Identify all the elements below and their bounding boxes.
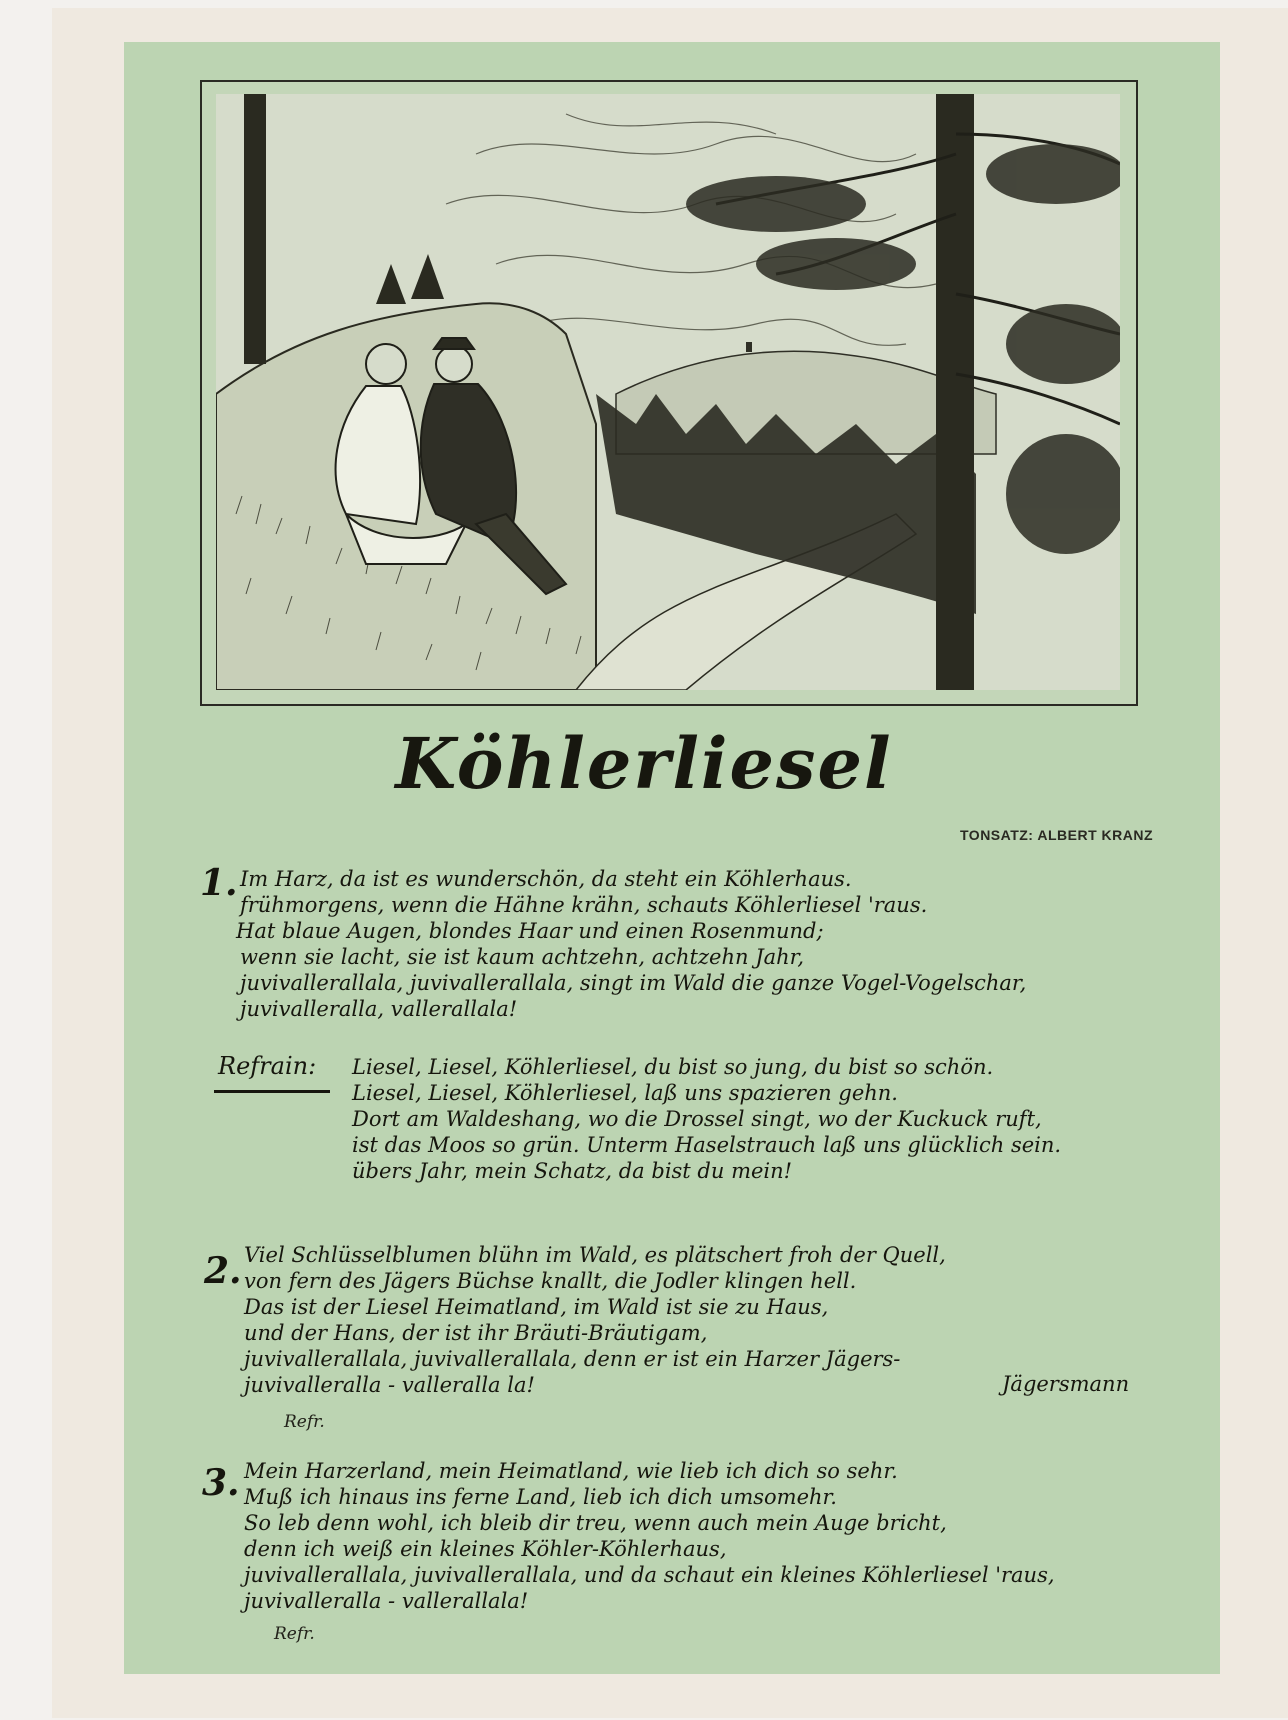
forest-scene-drawing <box>216 94 1120 690</box>
verse-line: Muß ich hinaus ins ferne Land, lieb ich dich umsomehr. <box>244 1485 837 1509</box>
song-title: Köhlerliesel <box>395 722 893 805</box>
verse-line: juvivalleralla - valleralla la! <box>244 1373 535 1397</box>
refrain-line: Dort am Waldeshang, wo die Drossel singt, wo der Kuckuck ruft, <box>352 1107 1042 1131</box>
verse-line: juvivallerallala, juvivallerallala, und da schaut ein kleines Köhlerliesel 'raus, <box>244 1563 1055 1587</box>
verse-line: Im Harz, da ist es wunderschön, da steht ein Köhlerhaus. <box>240 867 852 891</box>
refrain-line: ist das Moos so grün. Unterm Haselstrauch laß uns glücklich sein. <box>352 1133 1062 1157</box>
refrain-text <box>352 1054 1061 1184</box>
verse-line: juvivalleralla - vallerallala! <box>244 1589 529 1613</box>
verse-3 <box>244 1458 1055 1614</box>
verse-line: Hat blaue Augen, blondes Haar und einen Rosenmund; <box>236 919 824 943</box>
verse-line: von fern des Jägers Büchse knallt, die Jodler klingen hell. <box>244 1269 857 1293</box>
verse-3-number: 3. <box>202 1462 240 1504</box>
refrain-line: übers Jahr, mein Schatz, da bist du mein! <box>352 1159 793 1183</box>
verse-1-number: 1. <box>200 862 238 904</box>
verse-line: Viel Schlüsselblumen blühn im Wald, es plätschert froh der Quell, <box>244 1243 946 1267</box>
arrangement-credit: TONSATZ: ALBERT KRANZ <box>960 827 1153 843</box>
verse-line: juvivallerallala, juvivallerallala, singt im Wald die ganze Vogel-Vogelschar, <box>240 971 1027 995</box>
verse-2-continuation: Jägersmann <box>1002 1372 1130 1396</box>
verse-line: So leb denn wohl, ich bleib dir treu, wenn auch mein Auge bricht, <box>244 1511 947 1535</box>
refrain-label: Refrain: <box>218 1052 317 1080</box>
verse-line: frühmorgens, wenn die Hähne krähn, schauts Köhlerliesel 'raus. <box>240 893 928 917</box>
verse-line: juvivallerallala, juvivallerallala, denn er ist ein Harzer Jägers- <box>244 1347 901 1371</box>
illustration-canvas <box>216 94 1120 690</box>
verse-line: Mein Harzerland, mein Heimatland, wie lieb ich dich so sehr. <box>244 1459 898 1483</box>
verse-1 <box>236 866 1027 1022</box>
verse-line: juvivalleralla, vallerallala! <box>240 997 518 1021</box>
verse-line: Das ist der Liesel Heimatland, im Wald ist sie zu Haus, <box>244 1295 829 1319</box>
refrain-underline <box>214 1090 330 1093</box>
forest-illustration <box>200 80 1138 706</box>
verse-2 <box>244 1242 946 1398</box>
refrain-line: Liesel, Liesel, Köhlerliesel, laß uns spazieren gehn. <box>352 1081 898 1105</box>
verse-line: wenn sie lacht, sie ist kaum achtzehn, achtzehn Jahr, <box>240 945 805 969</box>
verse-2-number: 2. <box>204 1250 242 1292</box>
refrain-line: Liesel, Liesel, Köhlerliesel, du bist so jung, du bist so schön. <box>352 1055 994 1079</box>
verse-3-refrain-ref: Refr. <box>274 1624 315 1644</box>
verse-line: und der Hans, der ist ihr Bräuti-Bräutigam, <box>244 1321 708 1345</box>
verse-2-refrain-ref: Refr. <box>284 1412 325 1432</box>
verse-line: denn ich weiß ein kleines Köhler-Köhlerhaus, <box>244 1537 727 1561</box>
